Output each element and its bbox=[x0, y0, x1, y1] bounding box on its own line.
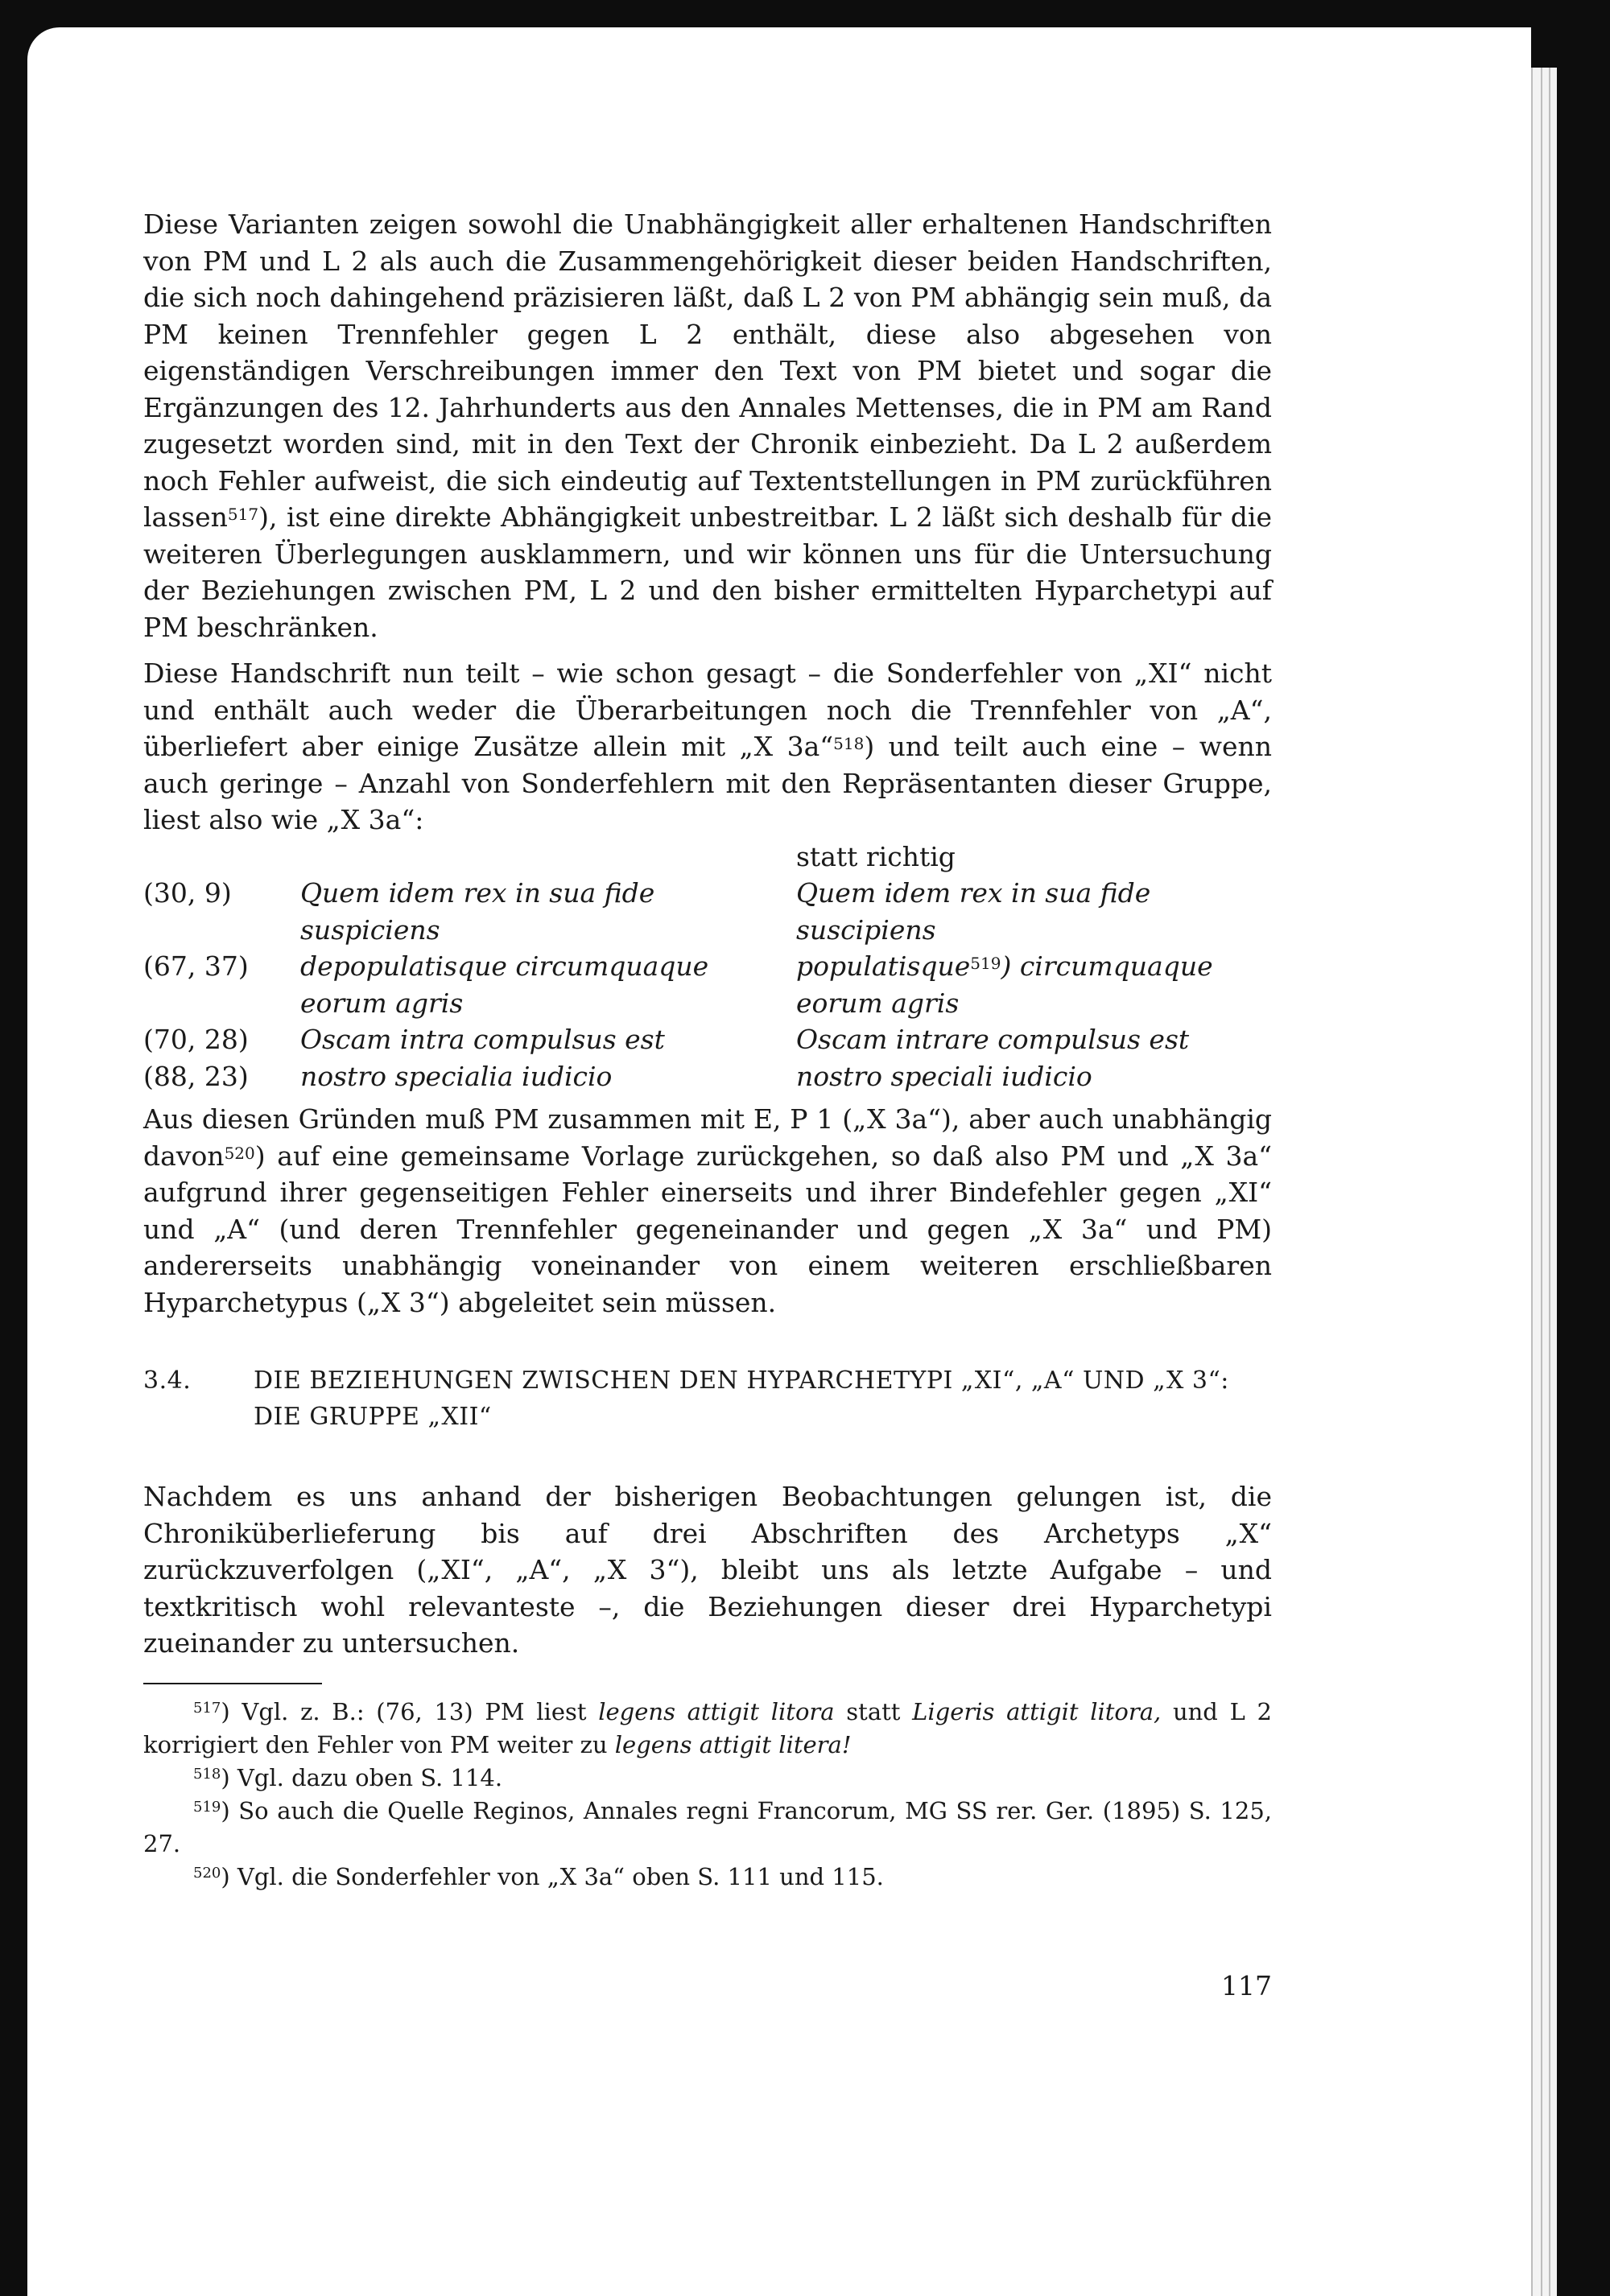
page-edge bbox=[1541, 68, 1549, 2296]
page-number: 117 bbox=[1221, 1970, 1272, 2001]
section-title-line-2: DIE GRUPPE „XII“ bbox=[254, 1403, 492, 1431]
main-text bbox=[143, 206, 1272, 1894]
footnote-519: $^{519}$) So auch die Quelle Reginos, Annales regni Francorum, MG SS rer. Ger. (1895) S. 125, 27. bbox=[143, 1796, 1272, 1857]
variant-row: (70, 28) Oscam intra compulsus est Oscam intrare compulsus est bbox=[143, 1024, 1190, 1055]
footnote-rule bbox=[143, 1683, 322, 1684]
footnote-ref-520: 520 bbox=[224, 1143, 255, 1163]
page-edge bbox=[1549, 68, 1557, 2296]
paragraph-2: Diese Handschrift nun teilt – wie schon gesagt – die Sonderfehler von „XI“ nicht und enthält auch weder die Überarbeitungen noch die Trennfehler von „A“, überliefert aber einige Zusätze allein mit „X 3a“$^{518}$) und teilt auch eine – wenn auch geringe – Anzahl von Sonderfehlern mit den Repräsentanten dieser Gruppe, liest also wie „X 3a“: bbox=[143, 657, 1272, 835]
footnote-518: $^{518}$) Vgl. dazu oben S. 114. bbox=[193, 1763, 503, 1791]
paragraph-3: Aus diesen Gründen muß PM zusammen mit E, P 1 („X 3a“), aber auch unabhängig davon$^{520}$) auf eine gemeinsame Vorlage zurückgehen, so daß also PM und „X 3a“ aufgrund ihrer gegenseitigen Fehler einerseits und ihrer Bindefehler gegen „XI“ und „A“ (und deren Trennfehler gegeneinander und gegen „X 3a“ und PM) andererseits unabhängig voneinander von einem weiteren erschließbaren Hyparchetypus („X 3“) abgeleitet sein müssen. bbox=[143, 1103, 1272, 1318]
variant-row: (88, 23) nostro specialia iudicio nostro speciali iudicio bbox=[143, 1060, 1092, 1092]
footnote-517: $^{517}$) Vgl. z. B.: (76, 13) PM liest legens attigit litora statt Ligeris attigit litora, und L 2 korrigiert den Fehler von PM weiter zu legens attigit litera! bbox=[143, 1697, 1272, 1758]
page-edge bbox=[1531, 68, 1541, 2296]
variant-header: statt richtig bbox=[796, 840, 956, 872]
section-number: 3.4. bbox=[143, 1366, 192, 1395]
footnote-520: $^{520}$) Vgl. die Sonderfehler von „X 3a“ oben S. 111 und 115. bbox=[193, 1862, 884, 1890]
section-heading bbox=[143, 1362, 1272, 1435]
paragraph-1: Diese Varianten zeigen sowohl die Unabhängigkeit aller erhaltenen Handschriften von PM und L 2 als auch die Zusammengehörigkeit dieser beiden Handschriften, die sich noch dahingehend präzisieren läßt, daß L 2 von PM abhängig sein muß, da PM keinen Trennfehler gegen L 2 enthält, diese also abgesehen von eigenständigen Verschreibungen immer den Text von PM bietet und sogar die Ergänzungen des 12. Jahrhunderts aus den Annales Mettenses, die in PM am Rand zugesetzt worden sind, mit in den Text der Chronik einbezieht. Da L 2 außerdem noch Fehler aufweist, die sich eindeutig auf Textentstellungen in PM zurückführen lassen$^{517}$), ist eine direkte Abhängigkeit unbestreitbar. L 2 läßt sich deshalb für die weiteren Überlegungen ausklammern, und wir können uns für die Untersuchung der Beziehungen zwischen PM, L 2 und den bisher ermittelten Hyparchetypi auf PM beschränken. bbox=[143, 208, 1272, 643]
footnote-ref-518: 518 bbox=[833, 734, 865, 753]
footnote-ref-517: 517 bbox=[227, 505, 259, 524]
paragraph-4: Nachdem es uns anhand der bisherigen Beobachtungen gelungen ist, die Chroniküberlieferung bis auf drei Abschriften des Archetyps „X“ zurückzuverfolgen („XI“, „A“, „X 3“), bleibt uns als letzte Aufgabe – und textkritisch wohl relevanteste –, die Beziehungen dieser drei Hyparchetypi zueinander zu untersuchen. bbox=[143, 1481, 1272, 1659]
variant-row: (67, 37) depopulatisque circumquaque eorum agris populatisque$^{519}$) circumquaque eorum agris bbox=[143, 950, 1213, 1019]
variant-table bbox=[143, 839, 1272, 1095]
footnotes bbox=[143, 1696, 1272, 1894]
section-title-line-1: DIE BEZIEHUNGEN ZWISCHEN DEN HYPARCHETYPI „XI“, „A“ UND „X 3“: bbox=[254, 1366, 1229, 1395]
variant-row: (30, 9) Quem idem rex in sua fide suspiciens Quem idem rex in sua fide suscipiens bbox=[143, 877, 1151, 946]
